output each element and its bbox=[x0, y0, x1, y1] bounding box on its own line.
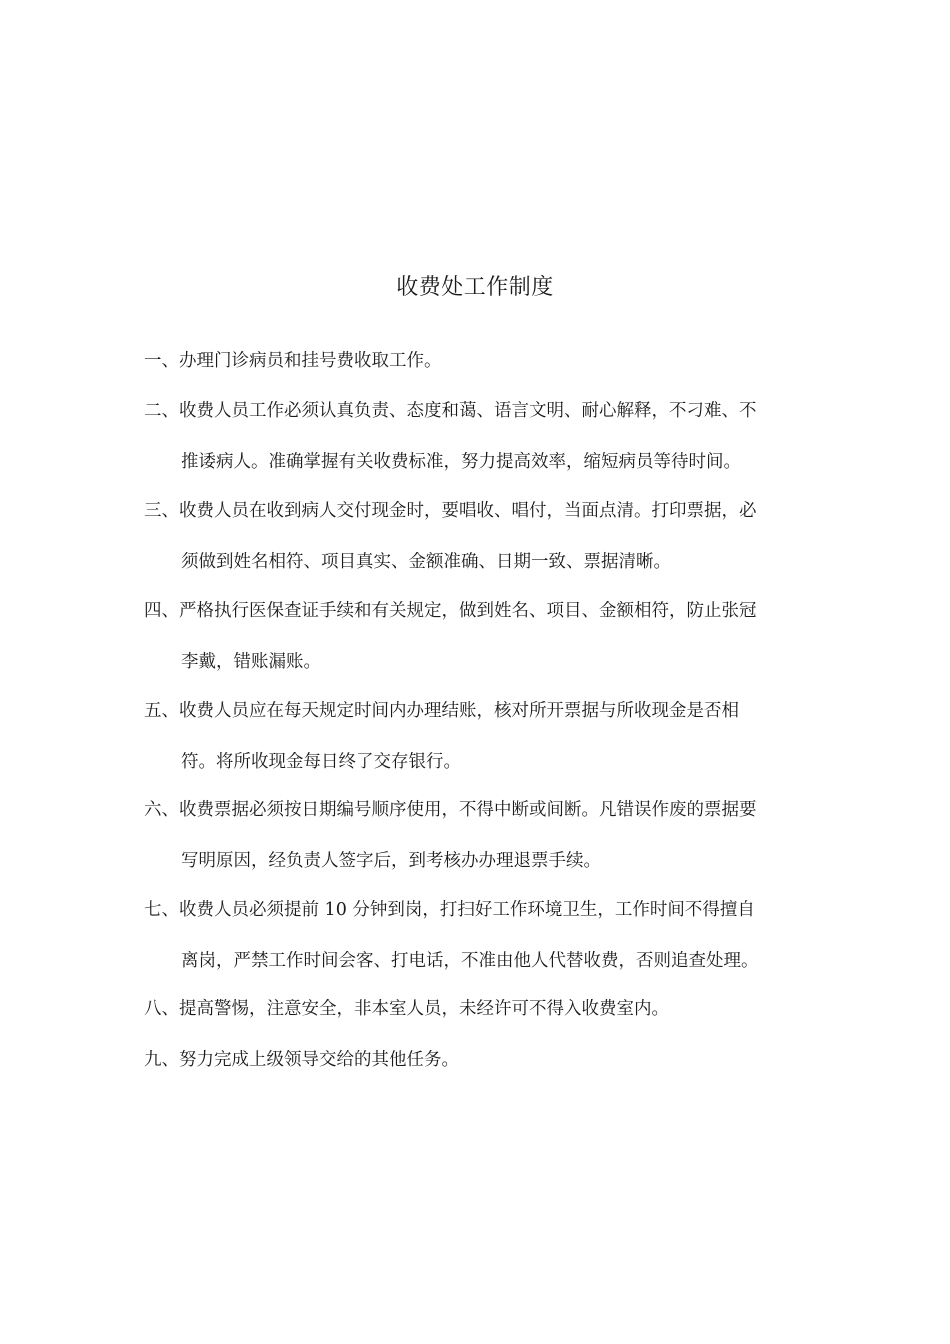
article-line: 五、收费人员应在每天规定时间内办理结账，核对所开票据与所收现金是否相 bbox=[144, 701, 739, 721]
article-line-continued: 须做到姓名相符、项目真实、金额准确、日期一致、票据清晰。 bbox=[181, 552, 671, 572]
article-line-continued: 推诿病人。准确掌握有关收费标准，努力提高效率，缩短病员等待时间。 bbox=[181, 452, 741, 472]
article-line: 四、严格执行医保查证手续和有关规定，做到姓名、项目、金额相符，防止张冠 bbox=[144, 601, 757, 621]
article-line: 七、收费人员必须提前 10 分钟到岗，打扫好工作环境卫生，工作时间不得擅自 bbox=[144, 900, 755, 920]
document-title: 收费处工作制度 bbox=[396, 275, 554, 300]
article-line-continued: 符。将所收现金每日终了交存银行。 bbox=[181, 752, 461, 772]
article-line-continued: 离岗，严禁工作时间会客、打电话，不准由他人代替收费，否则追查处理。 bbox=[181, 951, 759, 971]
article-line-continued: 李戴，错账漏账。 bbox=[181, 652, 321, 672]
article-line: 一、办理门诊病员和挂号费收取工作。 bbox=[144, 351, 442, 371]
article-line: 六、收费票据必须按日期编号顺序使用，不得中断或间断。凡错误作废的票据要 bbox=[144, 800, 757, 820]
article-line-continued: 写明原因，经负责人签字后，到考核办办理退票手续。 bbox=[181, 851, 601, 871]
article-line: 八、提高警惕，注意安全，非本室人员，未经许可不得入收费室内。 bbox=[144, 999, 669, 1019]
article-line: 二、收费人员工作必须认真负责、态度和蔼、语言文明、耐心解释，不刁难、不 bbox=[144, 401, 757, 421]
article-line: 三、收费人员在收到病人交付现金时，要唱收、唱付，当面点清。打印票据，必 bbox=[144, 501, 757, 521]
article-line: 九、努力完成上级领导交给的其他任务。 bbox=[144, 1050, 459, 1070]
